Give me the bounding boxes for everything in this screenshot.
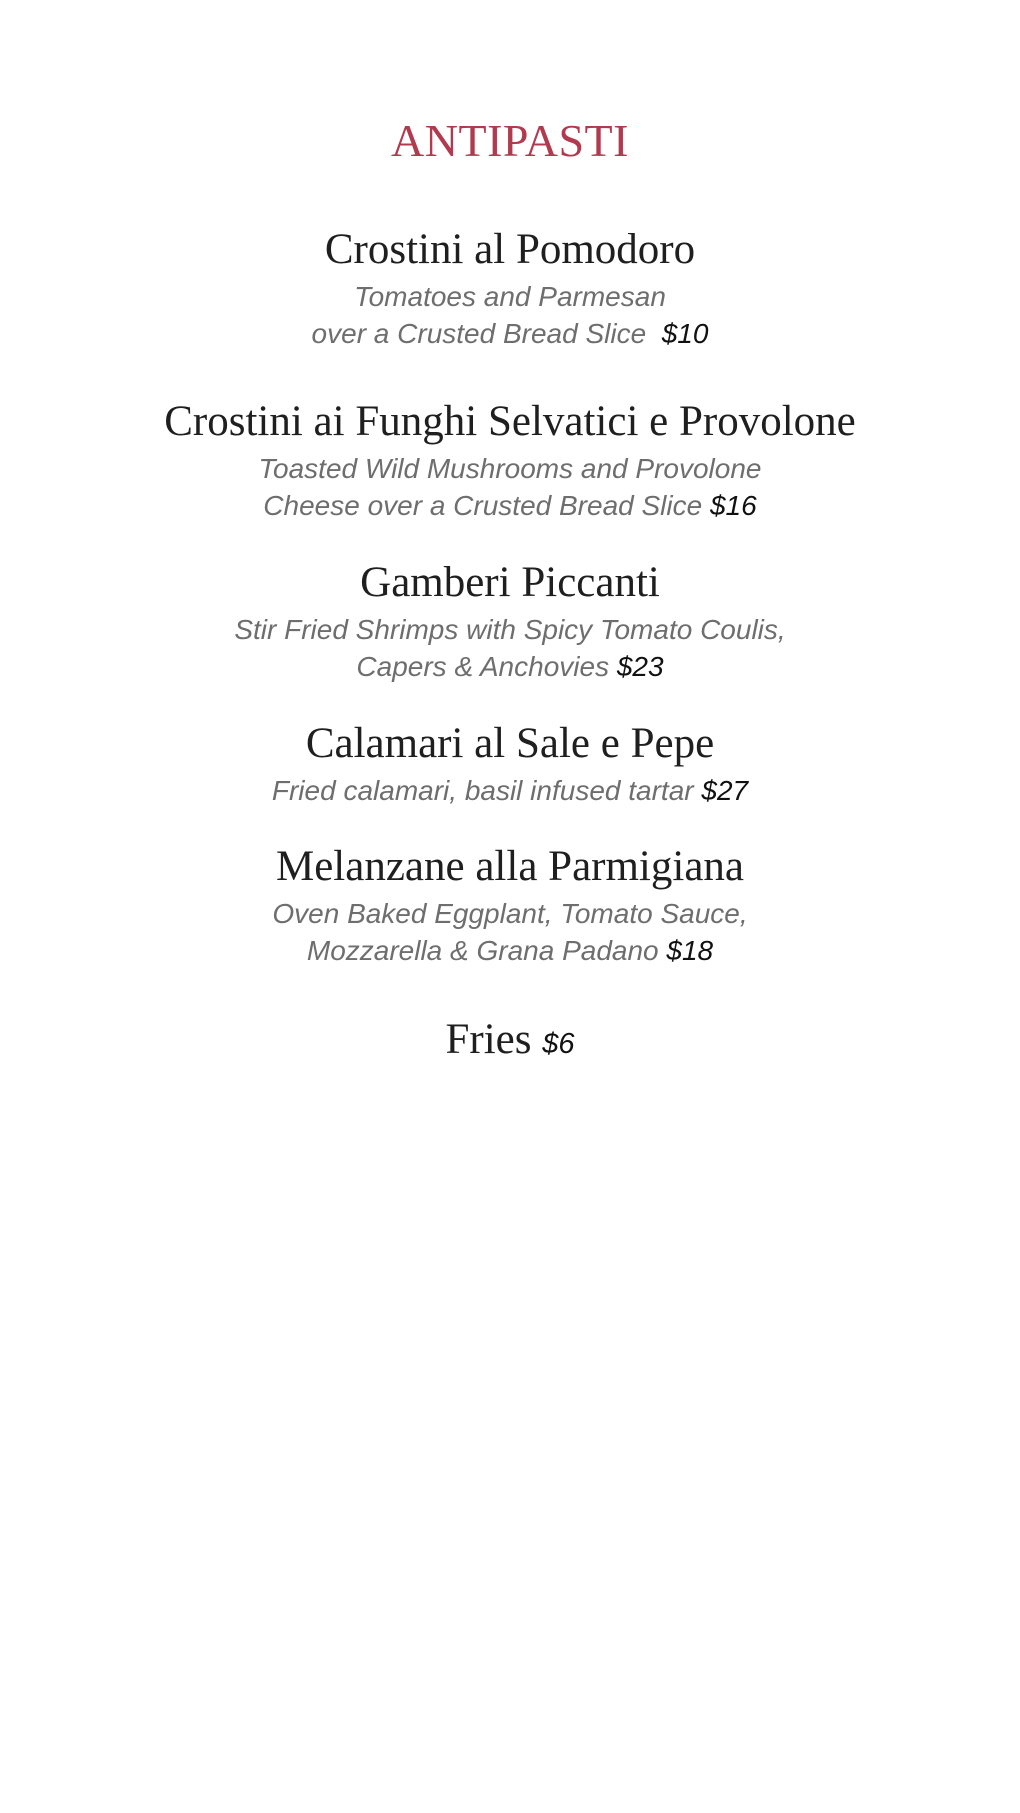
- item-description: [0, 278, 1020, 352]
- item-description-text: Capers & Anchovies: [356, 651, 610, 682]
- item-name: Gamberi Piccanti: [360, 559, 660, 606]
- item-price: $23: [616, 651, 664, 682]
- item-description-text: Mozzarella & Grana Padano: [306, 935, 659, 966]
- item-price: $16: [709, 490, 757, 521]
- item-description: [0, 772, 1020, 809]
- item-price: $27: [701, 775, 749, 806]
- item-description-line: [0, 648, 1020, 685]
- item-description-line: Tomatoes and Parmesan: [354, 281, 666, 312]
- section-title: ANTIPASTI: [391, 115, 629, 166]
- item-description-line: Oven Baked Eggplant, Tomato Sauce,: [272, 898, 748, 929]
- item-description-line: [0, 315, 1020, 352]
- item-description: [0, 611, 1020, 685]
- menu-item-calamari: [0, 716, 1020, 809]
- menu-item-crostini-funghi: [0, 394, 1020, 524]
- menu-item-fries: [0, 1012, 1020, 1072]
- item-name-row: [0, 1012, 1020, 1072]
- menu-item-crostini-pomodoro: [0, 222, 1020, 352]
- item-description-text: Cheese over a Crusted Bread Slice: [263, 490, 703, 521]
- item-name: Melanzane alla Parmigiana: [275, 843, 744, 890]
- item-name: Calamari al Sale e Pepe: [305, 720, 715, 767]
- item-description-line: Toasted Wild Mushrooms and Provolone: [258, 453, 762, 484]
- item-name: Fries: [445, 1016, 532, 1063]
- item-description-text: Fried calamari, basil infused tartar: [271, 775, 694, 806]
- item-price: $18: [666, 935, 714, 966]
- item-description-line: Stir Fried Shrimps with Spicy Tomato Coulis,: [234, 614, 786, 645]
- item-name: Crostini ai Funghi Selvatici e Provolone: [164, 398, 856, 445]
- item-description-text: over a Crusted Bread Slice: [311, 318, 647, 349]
- item-price: $6: [542, 1028, 575, 1060]
- item-price: $10: [661, 318, 709, 349]
- item-description-line: [0, 932, 1020, 969]
- menu-item-gamberi-piccanti: [0, 555, 1020, 685]
- item-description: [0, 895, 1020, 969]
- item-description: [0, 450, 1020, 524]
- item-description-line: [0, 487, 1020, 524]
- item-name: Crostini al Pomodoro: [324, 226, 696, 273]
- item-description-line: [0, 772, 1020, 809]
- menu-item-melanzane: [0, 839, 1020, 969]
